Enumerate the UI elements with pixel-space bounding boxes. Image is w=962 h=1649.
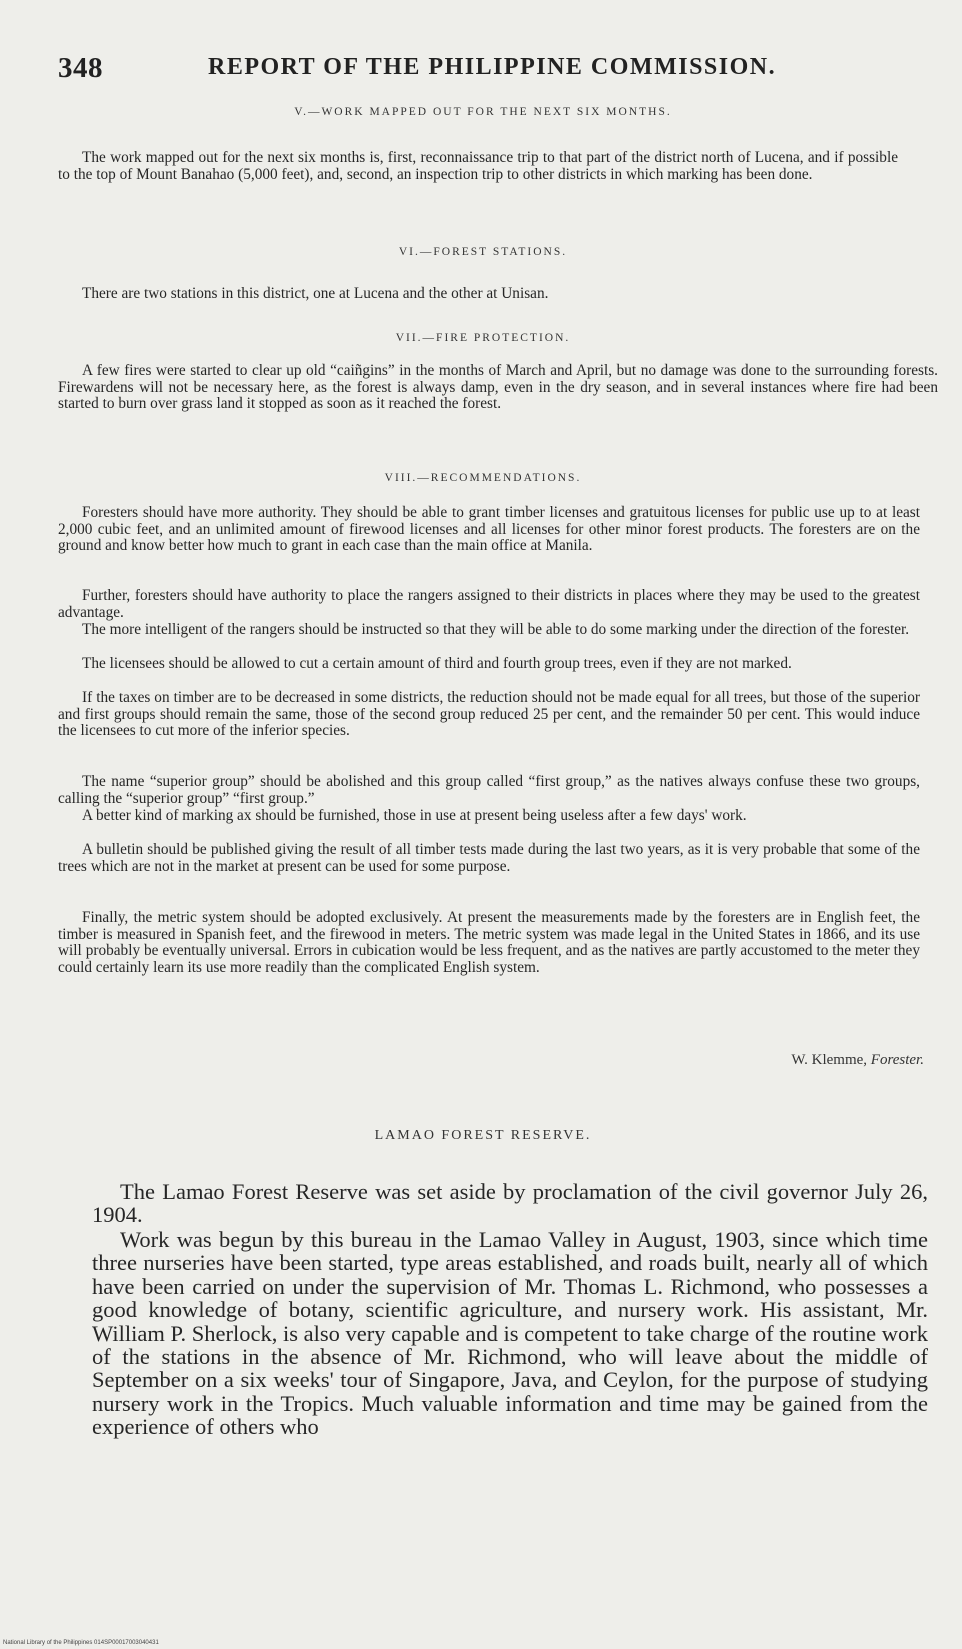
paragraph-recommendation-4 <box>58 656 920 673</box>
paragraph-recommendation-1 <box>58 505 920 555</box>
recommendation-8-text: A bulletin should be published giving the result of all timber tests made during the last two years, as it is very probable that some of the trees which are not in the market at present can be used for some purpose. <box>58 841 920 875</box>
paragraph-lamao-1 <box>92 1180 928 1227</box>
page-number: 348 <box>58 52 103 84</box>
paragraph-recommendation-7 <box>58 808 920 825</box>
paragraph-stations-text: There are two stations in this district, one at Lucena and the other at Unisan. <box>82 285 549 302</box>
paragraph-work <box>58 150 898 183</box>
paragraph-fire <box>58 363 938 413</box>
section-heading-fire: VII.—FIRE PROTECTION. <box>395 332 571 344</box>
paragraph-recommendation-6 <box>58 774 920 807</box>
page-header <box>58 52 908 92</box>
section-heading-recommendations: VIII.—RECOMMENDATIONS. <box>384 472 582 484</box>
lamao-1-text: The Lamao Forest Reserve was set aside by proclamation of the civil governor July 26, 1904. <box>92 1179 928 1228</box>
section-heading-lamao: LAMAO FOREST RESERVE. <box>374 1128 592 1143</box>
signature-name: W. Klemme, <box>791 1052 868 1068</box>
paragraph-recommendation-9 <box>58 910 920 976</box>
recommendation-9-text: Finally, the metric system should be adopted exclusively. At present the measurements made by the foresters are in English feet, the timber is measured in Spanish feet, and the firewood in meters. The metric system was made legal in the United States in 1866, and its use will probably be eventually universal. Errors in cubication would be less frequent, and as the natives are partly accustomed to the meter they could certainly learn its use more readily than the complicated English system. <box>58 909 920 976</box>
paragraph-work-text: The work mapped out for the next six months is, first, reconnaissance trip to that part of the district north of Lucena, and if possible to the top of Mount Banahao (5,000 feet), and, second, an inspection trip to other districts in which marking has been done. <box>58 149 898 183</box>
recommendation-3-text: The more intelligent of the rangers should be instructed so that they will be able to do some marking under the direction of the forester. <box>82 621 910 638</box>
library-footer: National Library of the Philippines 014SP00017003040431 <box>3 1640 159 1646</box>
lamao-2-text: Work was begun by this bureau in the Lamao Valley in August, 1903, since which time three nurseries have been started, type areas established, and roads built, nearly all of which have been carried on under the supervision of Mr. Thomas L. Richmond, who possesses a good knowledge of botany, scientific agriculture, and nursery work. His assistant, Mr. William P. Sherlock, is also very capable and is competent to take charge of the routine work of the stations in the absence of Mr. Richmond, who will leave about the middle of September on a six weeks' tour of Singapore, Java, and Ceylon, for the purpose of studying nursery work in the Tropics. Much valuable information and time may be gained from the experience of others who <box>92 1227 928 1440</box>
paragraph-lamao-2 <box>92 1228 928 1439</box>
paragraph-recommendation-2 <box>58 588 920 621</box>
section-heading-stations: VI.—FOREST STATIONS. <box>398 246 568 258</box>
paragraph-stations <box>58 286 920 303</box>
recommendation-4-text: The licensees should be allowed to cut a certain amount of third and fourth group trees, even if they are not marked. <box>82 655 792 672</box>
paragraph-fire-text: A few fires were started to clear up old “caiñgins” in the months of March and April, but no damage was done to the surrounding forests. Firewardens will not be necessary here, as the forest is always damp, even in the dry season, and in several instances where fire had been started to burn over grass land it stopped as soon as it reached the forest. <box>58 362 938 412</box>
running-title: REPORT OF THE PHILIPPINE COMMISSION. <box>208 54 777 80</box>
recommendation-2-text: Further, foresters should have authority to place the rangers assigned to their districts in places where they may be used to the greatest advantage. <box>58 587 920 621</box>
paragraph-recommendation-5 <box>58 690 920 740</box>
recommendation-6-text: The name “superior group” should be abolished and this group called “first group,” as the natives always confuse these two groups, calling the “superior group” “first group.” <box>58 773 920 807</box>
signature <box>791 1052 924 1069</box>
recommendation-5-text: If the taxes on timber are to be decreased in some districts, the reduction should not be made equal for all trees, but those of the superior and first groups should remain the same, those of the second group reduced 25 per cent, and the remainder 50 per cent. This would induce the licensees to cut more of the inferior species. <box>58 689 920 739</box>
signature-title: Forester. <box>870 1052 924 1068</box>
recommendation-7-text: A better kind of marking ax should be furnished, those in use at present being useless after a few days' work. <box>82 807 747 824</box>
section-heading-work: V.—WORK MAPPED OUT FOR THE NEXT SIX MONTHS. <box>294 106 672 118</box>
paragraph-recommendation-3 <box>58 622 920 639</box>
recommendation-1-text: Foresters should have more authority. They should be able to grant timber licenses and gratuitous licenses for public use up to at least 2,000 cubic feet, and an unlimited amount of firewood licenses and all licenses for other minor forest products. The foresters are on the ground and know better how much to grant in each case than the main office at Manila. <box>58 504 920 554</box>
paragraph-recommendation-8 <box>58 842 920 875</box>
